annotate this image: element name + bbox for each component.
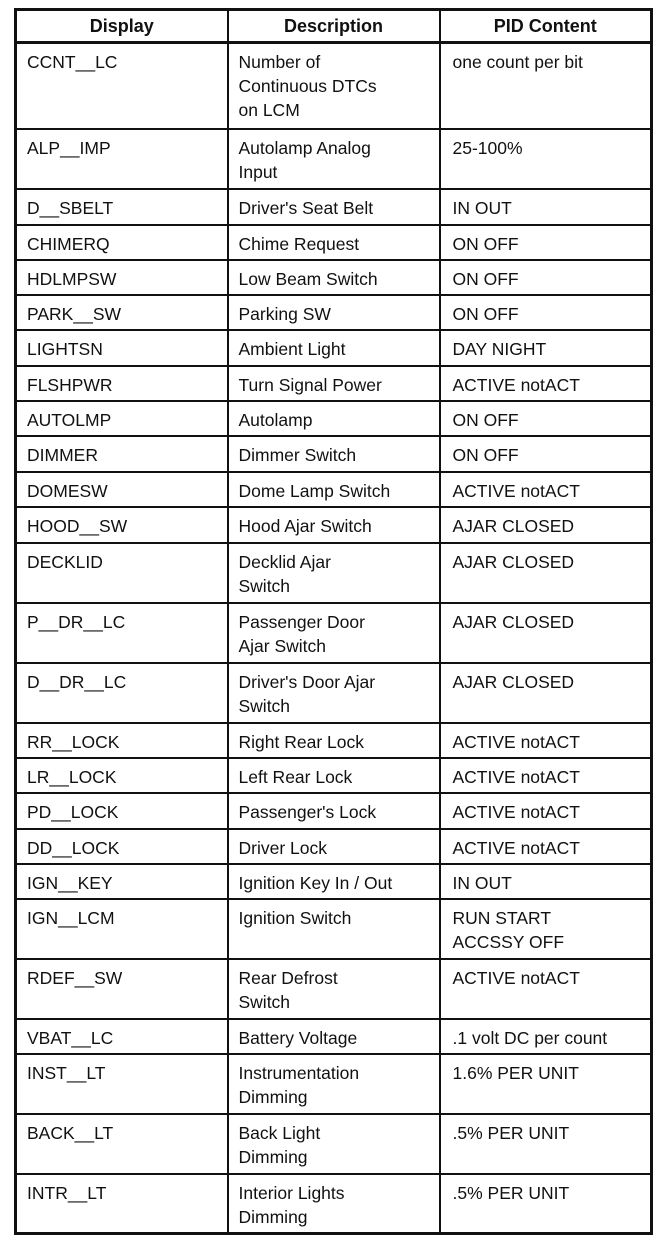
cell-description: Instrumentation Dimming xyxy=(228,1054,440,1114)
cell-display: P__DR__LC xyxy=(16,603,228,663)
cell-display: DECKLID xyxy=(16,543,228,603)
cell-description: Number of Continuous DTCs on LCM xyxy=(228,43,440,129)
cell-description: Passenger Door Ajar Switch xyxy=(228,603,440,663)
cell-display: DOMESW xyxy=(16,472,228,507)
cell-display: LR__LOCK xyxy=(16,758,228,793)
table-row xyxy=(16,1174,652,1234)
cell-description: Driver Lock xyxy=(228,829,440,864)
cell-display: IGN__KEY xyxy=(16,864,228,899)
cell-pid-content: 25-100% xyxy=(440,129,652,189)
cell-display: PARK__SW xyxy=(16,295,228,330)
table-row xyxy=(16,793,652,829)
pid-table xyxy=(14,8,653,1235)
cell-display: BACK__LT xyxy=(16,1114,228,1174)
cell-pid-content: ON OFF xyxy=(440,260,652,295)
table-row xyxy=(16,472,652,507)
cell-pid-content: 1.6% PER UNIT xyxy=(440,1054,652,1114)
cell-display: VBAT__LC xyxy=(16,1019,228,1054)
table-row xyxy=(16,723,652,758)
table-row xyxy=(16,1019,652,1054)
cell-pid-content: ON OFF xyxy=(440,401,652,436)
cell-display: RDEF__SW xyxy=(16,959,228,1019)
cell-description: Left Rear Lock xyxy=(228,758,440,793)
cell-description: Back Light Dimming xyxy=(228,1114,440,1174)
cell-description: Driver's Seat Belt xyxy=(228,189,440,225)
table-row xyxy=(16,43,652,129)
table-header-row xyxy=(16,10,652,43)
cell-pid-content: AJAR CLOSED xyxy=(440,507,652,543)
header-pid-content: PID Content xyxy=(440,10,652,43)
cell-description: Hood Ajar Switch xyxy=(228,507,440,543)
table-row xyxy=(16,295,652,330)
cell-display: D__SBELT xyxy=(16,189,228,225)
cell-description: Autolamp xyxy=(228,401,440,436)
cell-pid-content: ON OFF xyxy=(440,436,652,472)
cell-display: DD__LOCK xyxy=(16,829,228,864)
cell-pid-content: .1 volt DC per count xyxy=(440,1019,652,1054)
table-row xyxy=(16,1114,652,1174)
cell-description: Right Rear Lock xyxy=(228,723,440,758)
cell-description: Dome Lamp Switch xyxy=(228,472,440,507)
cell-display: DIMMER xyxy=(16,436,228,472)
table-row xyxy=(16,758,652,793)
cell-pid-content: ACTIVE notACT xyxy=(440,472,652,507)
cell-pid-content: ON OFF xyxy=(440,225,652,260)
table-row xyxy=(16,260,652,295)
cell-description: Ignition Key In / Out xyxy=(228,864,440,899)
cell-pid-content: RUN START ACCSSY OFF xyxy=(440,899,652,959)
table-row xyxy=(16,436,652,472)
cell-description: Rear Defrost Switch xyxy=(228,959,440,1019)
table-row xyxy=(16,829,652,864)
table-row xyxy=(16,543,652,603)
table-row xyxy=(16,864,652,899)
cell-description: Ambient Light xyxy=(228,330,440,366)
table-row xyxy=(16,603,652,663)
cell-display: HOOD__SW xyxy=(16,507,228,543)
table-row xyxy=(16,899,652,959)
cell-display: IGN__LCM xyxy=(16,899,228,959)
cell-display: INST__LT xyxy=(16,1054,228,1114)
cell-pid-content: ACTIVE notACT xyxy=(440,829,652,864)
cell-pid-content: AJAR CLOSED xyxy=(440,663,652,723)
cell-display: FLSHPWR xyxy=(16,366,228,401)
cell-display: D__DR__LC xyxy=(16,663,228,723)
table-row xyxy=(16,507,652,543)
cell-description: Ignition Switch xyxy=(228,899,440,959)
cell-pid-content: .5% PER UNIT xyxy=(440,1174,652,1234)
cell-display: LIGHTSN xyxy=(16,330,228,366)
cell-display: AUTOLMP xyxy=(16,401,228,436)
table-row xyxy=(16,189,652,225)
cell-pid-content: ACTIVE notACT xyxy=(440,793,652,829)
cell-description: Dimmer Switch xyxy=(228,436,440,472)
header-display: Display xyxy=(16,10,228,43)
cell-description: Turn Signal Power xyxy=(228,366,440,401)
table-row xyxy=(16,1054,652,1114)
cell-pid-content: ACTIVE notACT xyxy=(440,723,652,758)
cell-display: RR__LOCK xyxy=(16,723,228,758)
cell-description: Interior Lights Dimming xyxy=(228,1174,440,1234)
cell-display: CCNT__LC xyxy=(16,43,228,129)
table-row xyxy=(16,366,652,401)
cell-display: ALP__IMP xyxy=(16,129,228,189)
cell-pid-content: .5% PER UNIT xyxy=(440,1114,652,1174)
cell-pid-content: ACTIVE notACT xyxy=(440,959,652,1019)
table-row xyxy=(16,225,652,260)
cell-display: HDLMPSW xyxy=(16,260,228,295)
table-body xyxy=(16,43,652,1234)
table-row xyxy=(16,401,652,436)
cell-pid-content: one count per bit xyxy=(440,43,652,129)
cell-description: Decklid Ajar Switch xyxy=(228,543,440,603)
cell-pid-content: AJAR CLOSED xyxy=(440,543,652,603)
cell-description: Chime Request xyxy=(228,225,440,260)
cell-pid-content: ACTIVE notACT xyxy=(440,366,652,401)
cell-pid-content: AJAR CLOSED xyxy=(440,603,652,663)
cell-description: Parking SW xyxy=(228,295,440,330)
cell-display: PD__LOCK xyxy=(16,793,228,829)
cell-description: Autolamp Analog Input xyxy=(228,129,440,189)
cell-description: Passenger's Lock xyxy=(228,793,440,829)
cell-pid-content: IN OUT xyxy=(440,864,652,899)
cell-pid-content: ACTIVE notACT xyxy=(440,758,652,793)
table-row xyxy=(16,129,652,189)
cell-display: CHIMERQ xyxy=(16,225,228,260)
header-description: Description xyxy=(228,10,440,43)
table-row xyxy=(16,959,652,1019)
cell-pid-content: ON OFF xyxy=(440,295,652,330)
cell-description: Driver's Door Ajar Switch xyxy=(228,663,440,723)
table-row xyxy=(16,330,652,366)
cell-pid-content: DAY NIGHT xyxy=(440,330,652,366)
cell-description: Low Beam Switch xyxy=(228,260,440,295)
cell-pid-content: IN OUT xyxy=(440,189,652,225)
cell-display: INTR__LT xyxy=(16,1174,228,1234)
cell-description: Battery Voltage xyxy=(228,1019,440,1054)
table-row xyxy=(16,663,652,723)
